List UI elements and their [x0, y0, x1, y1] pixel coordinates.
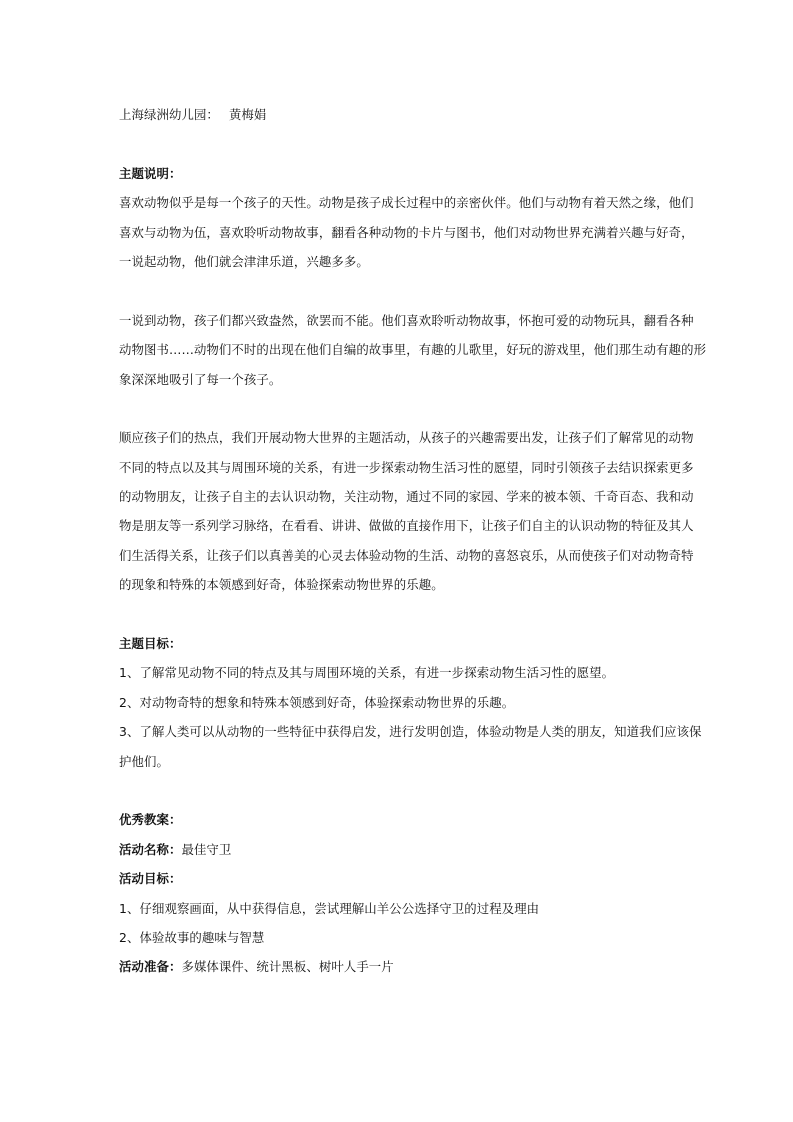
theme-paragraph-3-line-4: 物是朋友等一系列学习脉络，在看看、讲讲、做做的直接作用下，让孩子们自主的认识动物的特征及其人 [119, 518, 694, 534]
activity-goal-2: 2、体验故事的趣味与智慧 [119, 929, 265, 945]
author-line [119, 100, 675, 129]
theme-paragraph-3-line-5: 们生活得关系，让孩子们以真善美的心灵去体验动物的生活、动物的喜怒哀乐，从而使孩子们对动物奇特 [119, 547, 694, 563]
lesson-plan-heading: 优秀教案： [119, 812, 182, 828]
theme-goal-1: 1、了解常见动物不同的特点及其与周围环境的关系，有进一步探索动物生活习性的愿望。 [119, 665, 615, 681]
activity-goal-1: 1、仔细观察画面，从中获得信息，尝试理解山羊公公选择守卫的过程及理由 [119, 900, 540, 916]
theme-paragraph-1-line-2: 喜欢与动物为伍，喜欢聆听动物故事，翻看各种动物的卡片与图书，他们对动物世界充满着兴趣与好奇， [119, 224, 694, 240]
activity-prep-label: 活动准备： [119, 959, 182, 975]
activity-prep-value: 多媒体课件、统计黑板、树叶人手一片 [181, 959, 394, 975]
theme-paragraph-1-line-1: 喜欢动物似乎是每一个孩子的天性。动物是孩子成长过程中的亲密伙伴。他们与动物有着天然之缘，他们 [119, 195, 694, 211]
theme-paragraph-2-line-2: 动物图书……动物们不时的出现在他们自编的故事里，有趣的儿歌里，好玩的游戏里，他们那生动有趣的形 [119, 342, 707, 358]
activity-name-value: 最佳守卫 [181, 841, 232, 857]
theme-paragraph-3-line-6: 的现象和特殊的本领感到好奇，体验探索动物世界的乐趣。 [119, 577, 444, 593]
theme-goals-heading: 主题目标： [119, 636, 182, 652]
theme-goal-3-continued: 护他们。 [119, 753, 169, 769]
theme-paragraph-3-line-2: 不同的特点以及其与周围环境的关系，有进一步探索动物生活习性的愿望，同时引领孩子去结识探索更多 [119, 459, 694, 475]
theme-paragraph-3-line-1: 顺应孩子们的热点，我们开展动物大世界的主题活动，从孩子的兴趣需要出发，让孩子们了解常见的动物 [119, 430, 694, 446]
school-name: 上海绿洲幼儿园： [119, 107, 219, 122]
activity-name-row [119, 835, 675, 864]
theme-paragraph-1-line-3: 一说起动物，他们就会津津乐道，兴趣多多。 [119, 253, 369, 269]
theme-paragraph-3-line-3: 的动物朋友，让孩子自主的去认识动物，关注动物，通过不同的家园、学来的被本领、千奇百态、我和动 [119, 489, 694, 505]
theme-goal-2: 2、对动物奇特的想象和特殊本领感到好奇，体验探索动物世界的乐趣。 [119, 694, 515, 710]
author-name: 黄梅娟 [228, 107, 267, 122]
activity-name-label: 活动名称： [119, 841, 182, 857]
activity-prep-row [119, 952, 675, 981]
theme-paragraph-2-line-3: 象深深地吸引了每一个孩子。 [119, 371, 282, 387]
theme-paragraph-2-line-1: 一说到动物，孩子们都兴致盎然，欲罢而不能。他们喜欢聆听动物故事，怀抱可爱的动物玩具，翻看各种 [119, 312, 694, 328]
theme-goal-3: 3、了解人类可以从动物的一些特征中获得启发，进行发明创造，体验动物是人类的朋友，知道我们应该保 [119, 724, 702, 740]
activity-goals-label: 活动目标： [119, 871, 182, 887]
document-body [119, 100, 707, 982]
theme-description-heading: 主题说明： [119, 165, 182, 181]
